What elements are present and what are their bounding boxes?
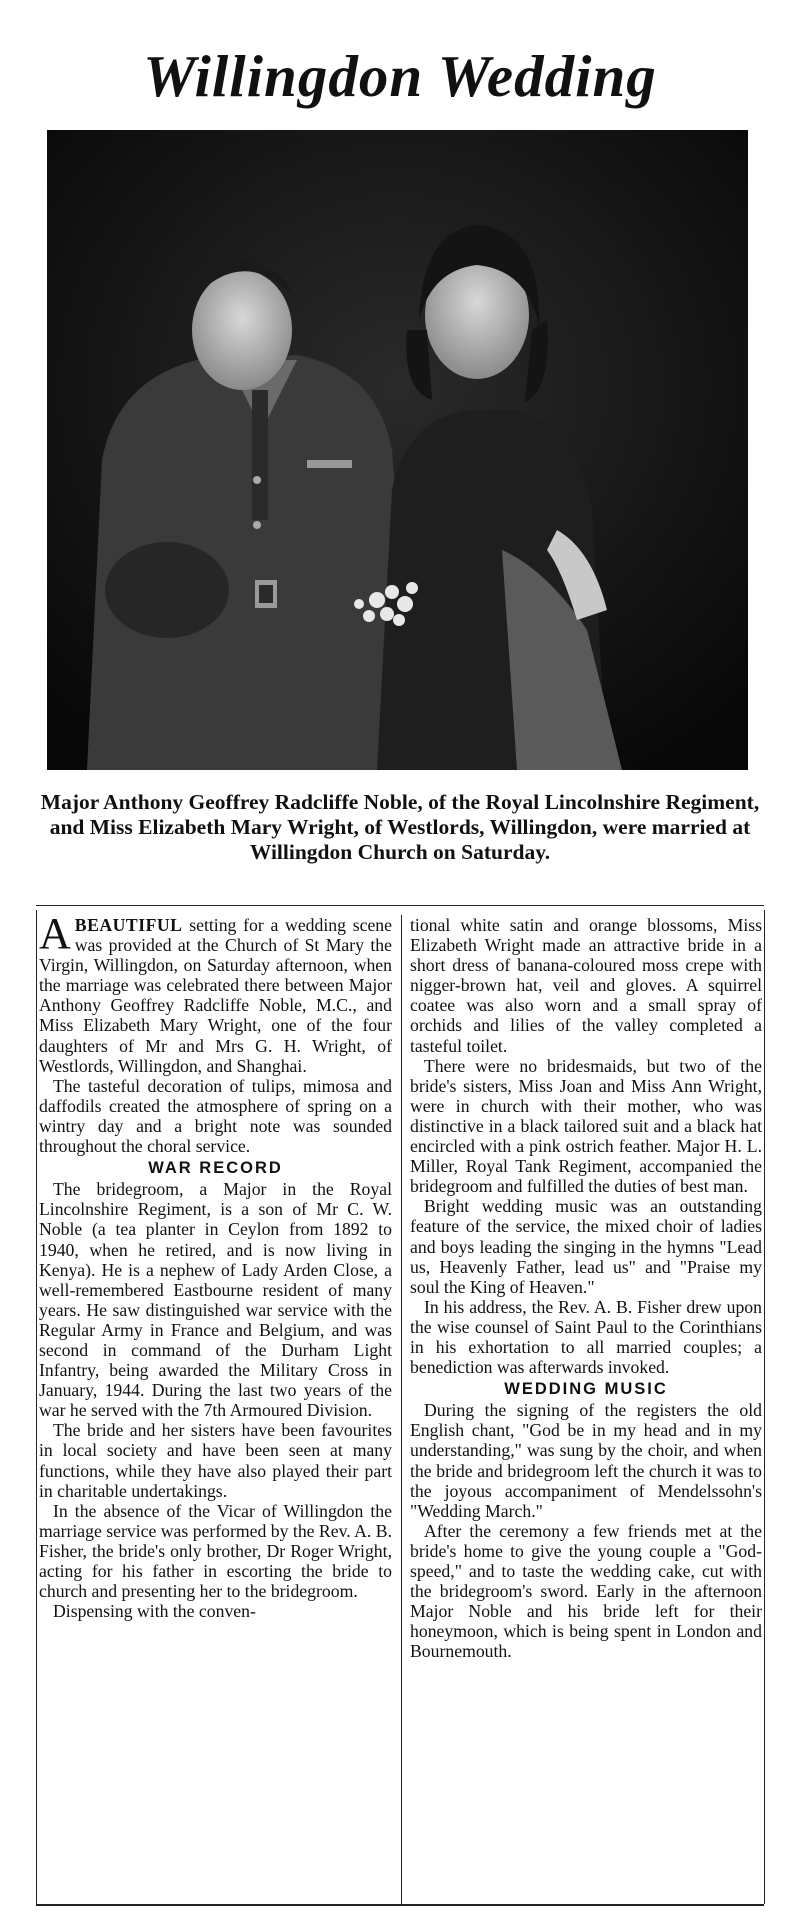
- column-divider: [401, 915, 402, 1905]
- wedding-photograph: [47, 130, 748, 770]
- article-paragraph: The bride and her sisters have been favourites in local society and have been seen at many functions, while they have also played their part in charitable undertakings.: [39, 1420, 392, 1501]
- article-paragraph: Dispensing with the conven-: [53, 1601, 256, 1622]
- headline: Willingdon Wedding: [143, 43, 657, 109]
- article-column-right: [410, 915, 762, 1661]
- article-column-left: [39, 909, 392, 1622]
- article-paragraph: The tasteful decoration of tulips, mimosa and daffodils created the atmosphere of spring on a wintry day and a bright note was sounded throughout the choral service.: [39, 1075, 392, 1157]
- lead-word: BEAUTIFUL: [74, 915, 183, 935]
- article-paragraph: Bright wedding music was an outstanding feature of the service, the mixed choir of ladies and boys leading the singing in the hymns "Lead us, Heavenly Father, lead us" and "Praise my soul the King of Heaven.": [410, 1196, 762, 1297]
- photograph-of-couple: [47, 130, 748, 770]
- subheading-war-record: WAR RECORD: [148, 1159, 283, 1178]
- subheading-wedding-music: WEDDING MUSIC: [504, 1380, 668, 1399]
- article-paragraph: In his address, the Rev. A. B. Fisher drew upon the wise counsel of Saint Paul to the Corinthians in his exhortation to all married couples; a benediction was afterwards invoked.: [410, 1296, 762, 1378]
- drop-cap: A: [39, 909, 71, 958]
- paragraph-text: setting for a wedding scene was provided at the Church of St Mary the Virgin, Willingdon, on Saturday afternoon, when the marriage was celebrated there between Major Anthony Geoffrey Radcliffe Noble, M.C., and Miss Elizabeth Mary Wright, one of the four daughters of Mr and Mrs G. H. Wright, of Westlords, Willingdon, and Shanghai.: [39, 915, 392, 1076]
- top-rule: [36, 905, 764, 906]
- right-rule: [764, 910, 765, 1904]
- article-paragraph: tional white satin and orange blossoms, Miss Elizabeth Wright made an attractive bride in a short dress of banana-coloured moss crepe with nigger-brown hat, veil and gloves. A squirrel coatee was also worn and a small spray of orchids and lilies of the valley completed a tasteful toilet.: [410, 915, 762, 1056]
- article-paragraph: There were no bridesmaids, but two of the bride's sisters, Miss Joan and Miss Ann Wright, were in church with their mother, who was distinctive in a black tailored suit and a black hat encircled with a pink ostrich feather. Major H. L. Miller, Royal Tank Regiment, accompanied the bridegroom and fulfilled the duties of best man.: [410, 1055, 762, 1197]
- article-paragraph: After the ceremony a few friends met at the bride's home to give the young couple a "God-speed," and to taste the wedding cake, cut with the bridegroom's sword. Early in the afternoon Major Noble and his bride left for their honeymoon, which is being spent in London and Bournemouth.: [410, 1520, 762, 1662]
- article-paragraph: During the signing of the registers the old English chant, "God be in my head and in my understanding," was sung by the choir, and when the bride and bridegroom left the church it was to the joyous accompaniment of Mendelssohn's "Wedding March.": [410, 1400, 762, 1521]
- article-paragraph: In the absence of the Vicar of Willingdon the marriage service was performed by the Rev. A. B. Fisher, the bride's only brother, Dr Roger Wright, acting for his father in escorting the bride to church and presenting her to the bridegroom.: [39, 1500, 392, 1602]
- article-paragraph: The bridegroom, a Major in the Royal Lincolnshire Regiment, is a son of Mr C. W. Noble (a tea planter in Ceylon from 1892 to 1940, when he retired, and is now living in Kenya). He is a nephew of Lady Arden Close, a well-remembered Eastbourne resident of many years. He saw distinguished war service with the Regular Army in France and Belgium, and was second in command of the Durham Light Infantry, being awarded the Military Cross in January, 1944. During the last two years of the war he served with the 7th Armoured Division.: [39, 1179, 392, 1421]
- photo-caption: Major Anthony Geoffrey Radcliffe Noble, of the Royal Lincolnshire Regiment, and Miss Elizabeth Mary Wright, of Westlords, Willingdon, were married at Willingdon Church on Saturday.: [40, 790, 760, 864]
- article-paragraph: [39, 909, 392, 1076]
- left-rule: [36, 910, 37, 1904]
- bottom-rule: [36, 1904, 764, 1906]
